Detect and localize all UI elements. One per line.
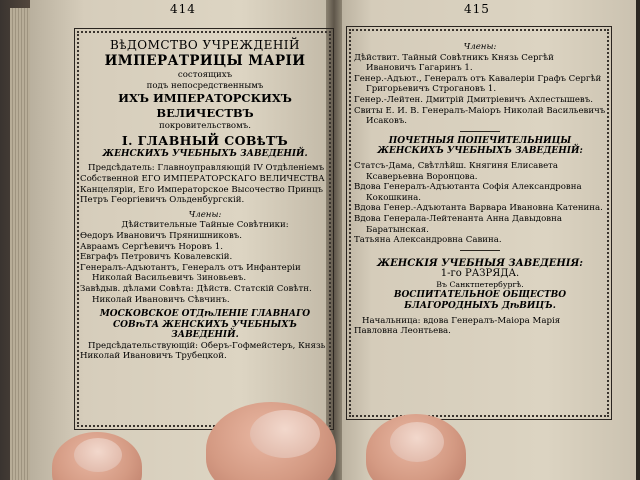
heading-line-5: ИХЪ ИМПЕРАТОРСКИХЪ ВЕЛИЧЕСТВЪ	[118, 91, 292, 121]
trustee-entry: Вдова Генерала-Лейтенанта Анна Давыдовна Баратынская.	[354, 213, 562, 235]
schools-title: ЖЕНСКІЯ УЧЕБНЫЯ ЗАВЕДЕНІЯ:	[377, 257, 583, 269]
members-sublabel: Дѣйствительные Тайные Совѣтники:	[121, 220, 289, 231]
society-head-entry: Начальница: вдова Генералъ-Маіора Марія Павловна Леонтьева.	[354, 315, 561, 337]
city-label: Въ Санктпетербургѣ.	[436, 279, 524, 289]
section-title: I. ГЛАВНЫЙ СОВѣТЪ	[121, 132, 289, 148]
trustee-entry: Вдова Генер.-Адъютанта Варвара Ивановна Катенина.	[354, 203, 603, 214]
member-entry: Ѳедоръ Ивановичъ Прянишниковъ.	[80, 230, 243, 241]
society-title: ВОСПИТАТЕЛЬНОЕ ОБЩЕСТВО БЛАГОРОДНЫХЪ ДѣВИЦЪ.	[393, 290, 567, 312]
moscow-chair-entry: Предсѣдательствующій: Оберъ-Гофмейстеръ, Князь Николай Ивановичъ Трубецкой.	[80, 340, 326, 362]
thumbnail	[74, 438, 122, 472]
heading-line-4: подъ непосредственнымъ	[146, 80, 264, 91]
trustee-entry: Татьяна Александровна Савина.	[354, 235, 502, 246]
rank-label: 1-го РАЗРЯДА.	[440, 268, 520, 280]
chairman-entry: Предсѣдатель: Главноуправляющій IV Отдѣленіемъ Собственной ЕГО ИМПЕРАТОРСКАГО ВЕЛИЧЕСТВА Канцеляріи, Его Императорское Высочество Принцъ Петръ Георгіевичъ Ольденбургскій.	[80, 163, 325, 206]
member-entry: Евграфъ Петровичъ Ковалевскій.	[80, 252, 233, 263]
left-page-number: 414	[170, 2, 196, 16]
members-label: Члены:	[188, 209, 222, 220]
book-page-edges	[10, 8, 32, 480]
thumbnail	[390, 422, 444, 462]
left-page-text	[80, 38, 330, 362]
heading-line-2: ИМПЕРАТРИЦЫ МАРІИ	[104, 53, 306, 69]
right-page-text	[354, 42, 606, 337]
divider	[460, 131, 500, 132]
member-entry: Генер.-Адъют., Генералъ отъ Кавалеріи Графъ Сергѣй Григорьевичъ Строгановъ 1.	[354, 73, 602, 95]
trustee-entry: Вдова Генералъ-Адъютанта Софія Александровна Кокошкина.	[354, 182, 582, 203]
member-entry: Свиты Е. И. В. Генералъ-Маіоръ Николай Васильевичъ Исаковъ.	[354, 105, 606, 127]
trustees-title: ПОЧЕТНЫЯ ПОПЕЧИТЕЛЬНИЦЫ ЖЕНСКИХЪ УЧЕБНЫХЪ ЗАВЕДЕНІЙ:	[377, 135, 583, 157]
divider	[460, 250, 500, 251]
member-entry: Генер.-Лейтен. Дмитрій Дмитріевичъ Ахлестышевъ.	[354, 94, 593, 105]
members-label: Члены:	[463, 42, 497, 52]
thumbnail	[250, 410, 320, 458]
moscow-section-title: МОСКОВСКОЕ ОТДѣЛЕНІЕ ГЛАВНАГО СОВѣТА ЖЕНСКИХЪ УЧЕБНЫХЪ ЗАВЕДЕНІЙ.	[99, 309, 311, 341]
heading-line-6: покровительствомъ.	[159, 121, 251, 132]
member-entry: Авраамъ Сергѣевичъ Норовъ 1.	[80, 241, 223, 252]
member-entry: Дѣйствит. Тайный Совѣтникъ Князь Сергѣй Ивановичъ Гагаринъ 1.	[354, 52, 554, 74]
member-entry: Завѣдыв. дѣлами Совѣта: Дѣйств. Статскій Совѣтн. Николай Ивановичъ Сѣвчинъ.	[80, 283, 312, 305]
heading-line-1: ВѣДОМСТВО УЧРЕЖДЕНІЙ	[109, 38, 301, 52]
section-subtitle: ЖЕНСКИХЪ УЧЕБНЫХЪ ЗАВЕДЕНІЙ.	[102, 148, 308, 159]
heading-line-3: состоящихъ	[177, 70, 233, 80]
trustee-entry: Статсъ-Дама, Свѣтлѣйш. Княгиня Елисавета Ксаверьевна Воронцова.	[354, 160, 559, 182]
right-page-number: 415	[464, 2, 490, 16]
member-entry: Генералъ-Адъютантъ, Генералъ отъ Инфантеріи Николай Васильевичъ Зиновьевъ.	[80, 262, 301, 284]
